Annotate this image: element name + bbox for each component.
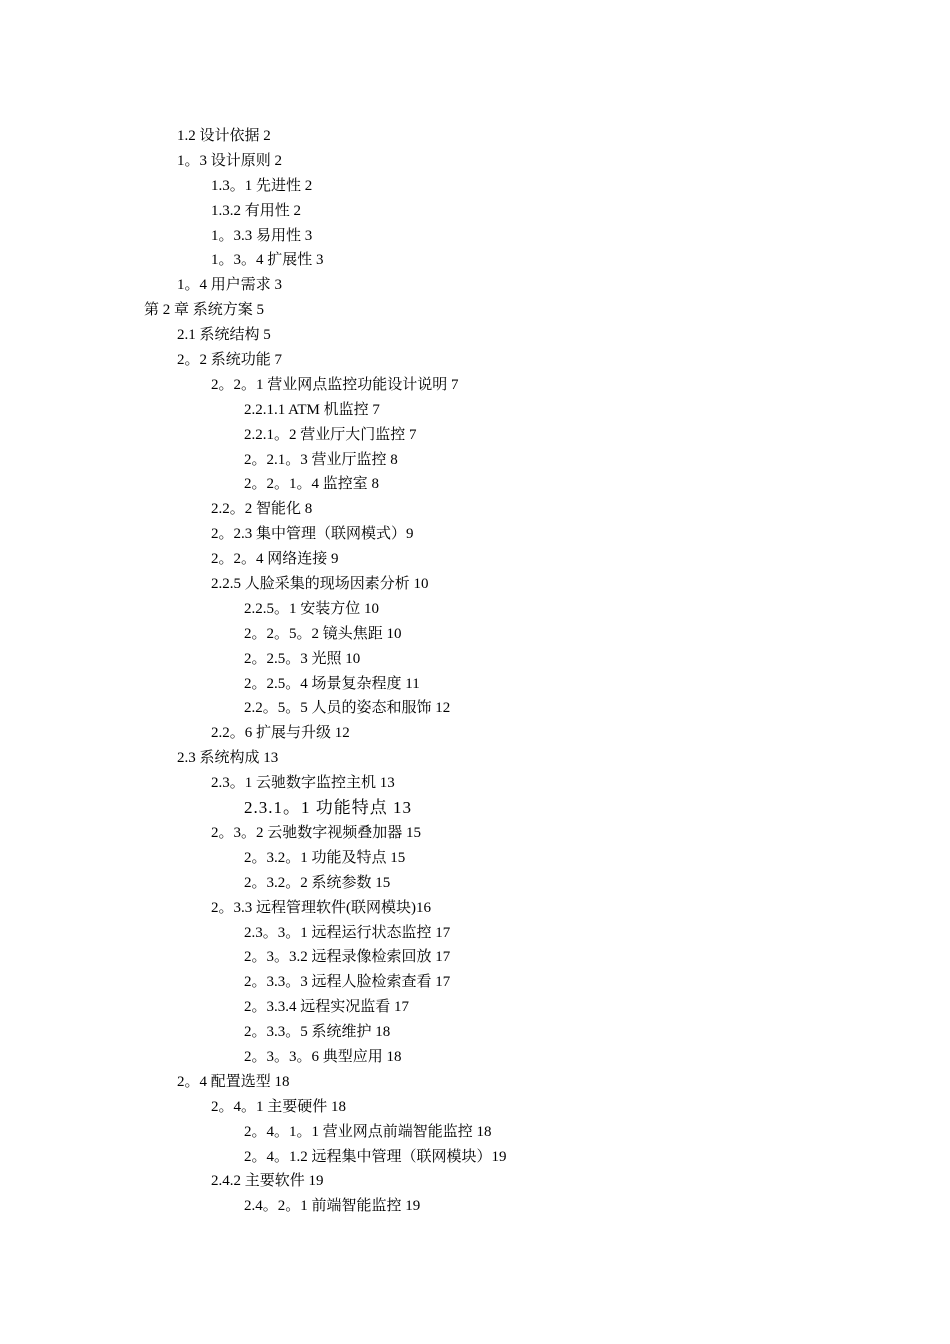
toc-entry[interactable]: 2.2。5。5 人员的姿态和服饰 12 xyxy=(244,700,451,717)
toc-entry[interactable]: 2。3.3 远程管理软件(联网模块)16 xyxy=(211,899,431,916)
toc-entry[interactable]: 2.3 系统构成 13 xyxy=(177,750,279,767)
toc-entry[interactable]: 2。4。1。1 营业网点前端智能监控 18 xyxy=(244,1123,492,1140)
toc-entry[interactable]: 2.4。2。1 前端智能监控 19 xyxy=(244,1198,421,1215)
toc-entry[interactable]: 2。2。5。2 镜头焦距 10 xyxy=(244,625,402,642)
toc-entry[interactable]: 2。2。1 营业网点监控功能设计说明 7 xyxy=(211,376,459,393)
table-of-contents xyxy=(0,124,950,1219)
toc-entry[interactable]: 2.4.2 主要软件 19 xyxy=(211,1173,324,1190)
toc-entry[interactable]: 2.2。2 智能化 8 xyxy=(211,501,313,518)
toc-entry[interactable]: 2.2.5 人脸采集的现场因素分析 10 xyxy=(211,576,429,593)
toc-entry[interactable]: 2。3.3。5 系统维护 18 xyxy=(244,1024,391,1041)
toc-entry[interactable]: 2。2 系统功能 7 xyxy=(177,352,283,369)
toc-entry[interactable]: 2。3.3.4 远程实况监看 17 xyxy=(244,999,410,1016)
toc-entry[interactable]: 2。3.2。1 功能及特点 15 xyxy=(244,849,406,866)
toc-entry[interactable]: 2。2。1。4 监控室 8 xyxy=(244,476,380,493)
toc-entry[interactable]: 2.2.1。2 营业厅大门监控 7 xyxy=(244,426,417,443)
toc-entry[interactable]: 2.2。6 扩展与升级 12 xyxy=(211,725,350,742)
toc-entry[interactable]: 2。2.5。3 光照 10 xyxy=(244,650,361,667)
toc-entry[interactable]: 2。3.2。2 系统参数 15 xyxy=(244,874,391,891)
toc-entry[interactable]: 2。3.3。3 远程人脸检索查看 17 xyxy=(244,974,451,991)
toc-entry[interactable]: 2。4 配置选型 18 xyxy=(177,1073,290,1090)
toc-entry[interactable]: 2。2.3 集中管理（联网模式）9 xyxy=(211,526,414,543)
toc-entry[interactable]: 2.3。3。1 远程运行状态监控 17 xyxy=(244,924,451,941)
toc-entry[interactable]: 2.2.5。1 安装方位 10 xyxy=(244,600,380,617)
toc-entry[interactable]: 1。3。4 扩展性 3 xyxy=(211,252,324,269)
toc-entry[interactable]: 2.2.1.1 ATM 机监控 7 xyxy=(244,401,380,418)
toc-chapter-heading[interactable]: 第 2 章 系统方案 5 xyxy=(144,302,265,319)
toc-entry[interactable]: 2.3。1 云驰数字监控主机 13 xyxy=(211,775,395,792)
toc-entry[interactable]: 1.2 设计依据 2 xyxy=(177,128,271,144)
toc-entry[interactable]: 2.3.1。1 功能特点 13 xyxy=(244,798,412,818)
toc-entry[interactable]: 1。3.3 易用性 3 xyxy=(211,227,313,244)
toc-entry[interactable]: 2。3。3.2 远程录像检索回放 17 xyxy=(244,949,451,966)
toc-entry[interactable]: 2.1 系统结构 5 xyxy=(177,327,271,344)
toc-entry[interactable]: 2。2.1。3 营业厅监控 8 xyxy=(244,451,398,468)
toc-entry[interactable]: 1。3 设计原则 2 xyxy=(177,152,283,169)
toc-entry[interactable]: 2。3。2 云驰数字视频叠加器 15 xyxy=(211,824,422,841)
toc-entry[interactable]: 1.3.2 有用性 2 xyxy=(211,202,302,219)
toc-entry[interactable]: 2。2.5。4 场景复杂程度 11 xyxy=(244,675,420,692)
toc-entry[interactable]: 1。4 用户需求 3 xyxy=(177,277,283,294)
toc-entry[interactable]: 2。3。3。6 典型应用 18 xyxy=(244,1048,402,1065)
toc-entry[interactable]: 2。4。1 主要硬件 18 xyxy=(211,1098,347,1115)
toc-entry[interactable]: 1.3。1 先进性 2 xyxy=(211,177,313,194)
toc-entry[interactable]: 2。2。4 网络连接 9 xyxy=(211,551,339,568)
toc-entry[interactable]: 2。4。1.2 远程集中管理（联网模块）19 xyxy=(244,1148,507,1165)
